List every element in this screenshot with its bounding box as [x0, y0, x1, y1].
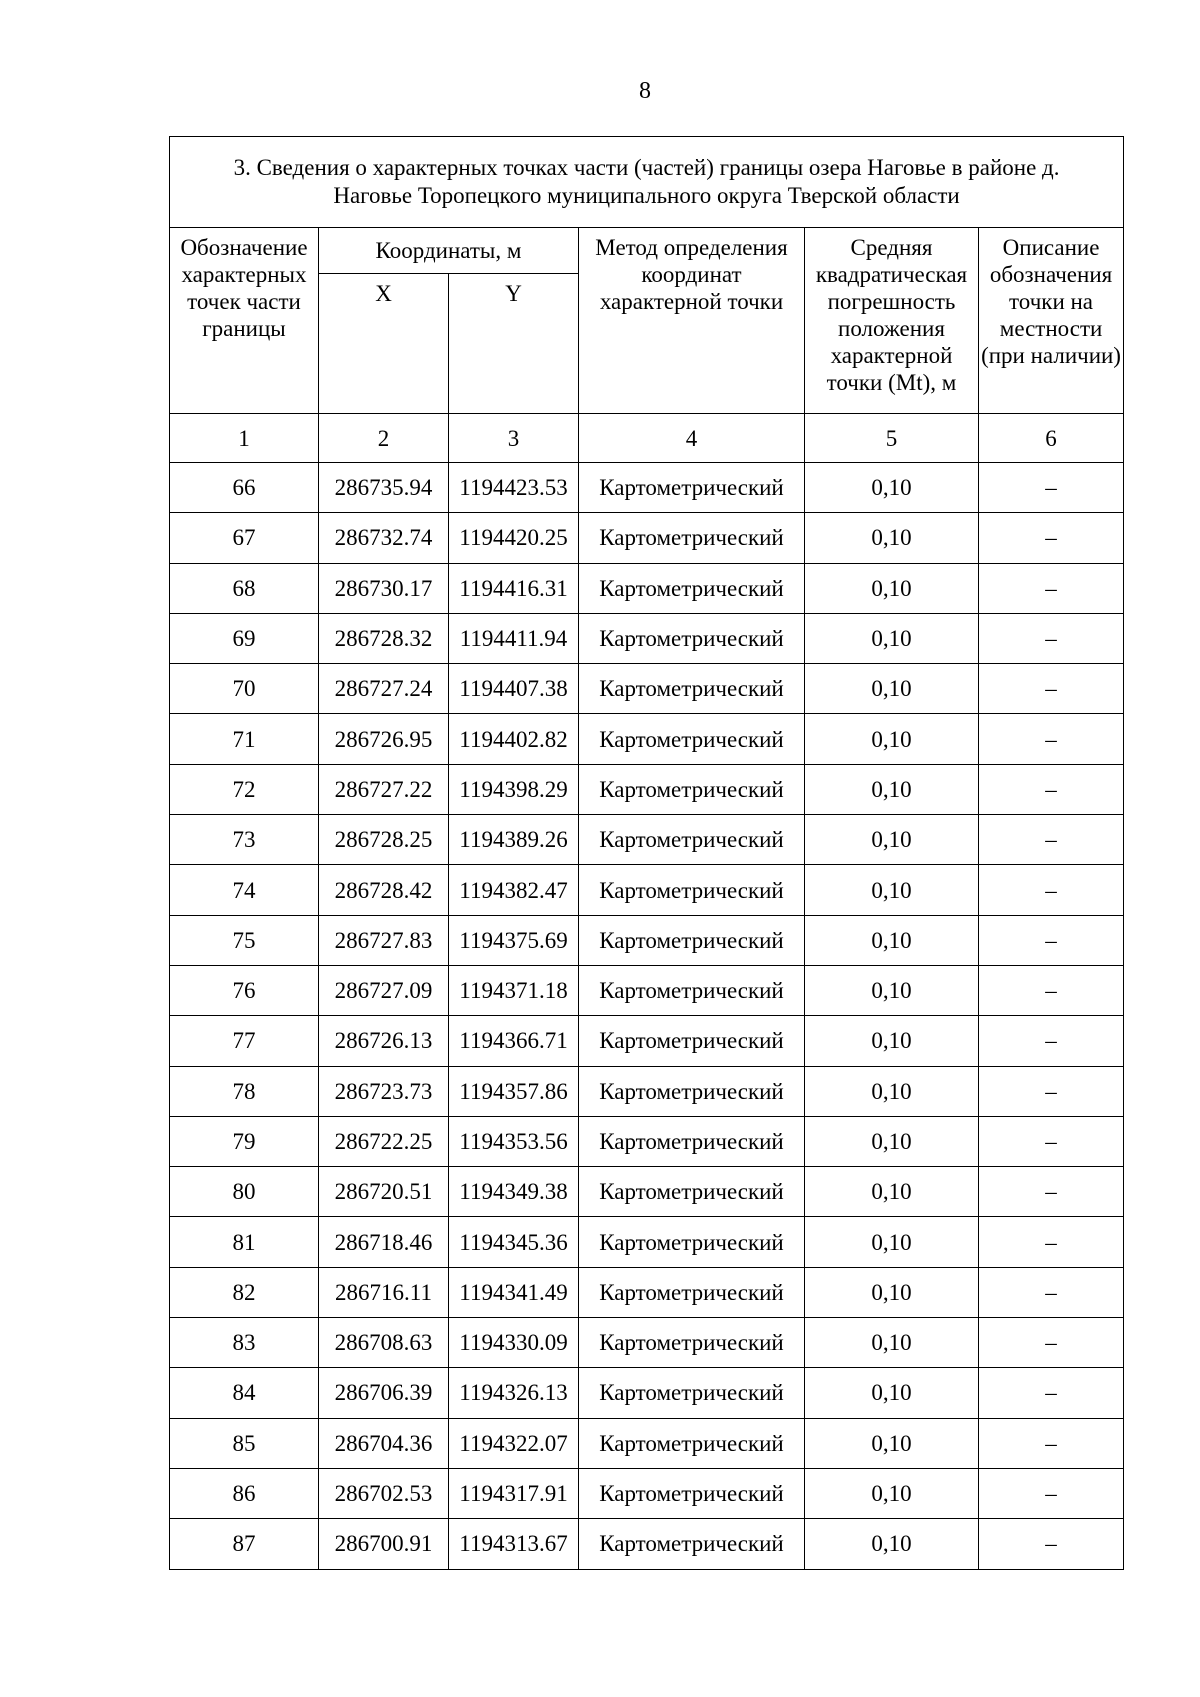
description-cell: –: [979, 815, 1124, 865]
error-cell: 0,10: [805, 563, 979, 613]
y-coordinate-cell: 1194382.47: [449, 865, 579, 915]
column-number: 2: [319, 414, 449, 463]
x-coordinate-cell: 286704.36: [319, 1418, 449, 1468]
description-cell: –: [979, 513, 1124, 563]
y-coordinate-cell: 1194423.53: [449, 463, 579, 513]
description-cell: –: [979, 463, 1124, 513]
description-cell: –: [979, 915, 1124, 965]
header-x: X: [319, 274, 449, 414]
y-coordinate-cell: 1194317.91: [449, 1468, 579, 1518]
description-cell: –: [979, 613, 1124, 663]
table-row: [170, 664, 1124, 714]
table-row: [170, 1217, 1124, 1267]
x-coordinate-cell: 286708.63: [319, 1318, 449, 1368]
error-cell: 0,10: [805, 1418, 979, 1468]
y-coordinate-cell: 1194330.09: [449, 1318, 579, 1368]
table-row: [170, 463, 1124, 513]
table-row: [170, 1116, 1124, 1166]
method-cell: Картометрический: [579, 1167, 805, 1217]
point-number-cell: 74: [170, 865, 319, 915]
column-number: 4: [579, 414, 805, 463]
table-row: [170, 1368, 1124, 1418]
method-cell: Картометрический: [579, 815, 805, 865]
error-cell: 0,10: [805, 1318, 979, 1368]
table-title: 3. Сведения о характерных точках части (частей) границы озера Наговье в районе д. Наговье Торопецкого муниципального округа Тверской области: [170, 137, 1124, 228]
header-method: Метод определения координат характерной точки: [579, 228, 805, 414]
error-cell: 0,10: [805, 1016, 979, 1066]
method-cell: Картометрический: [579, 915, 805, 965]
point-number-cell: 75: [170, 915, 319, 965]
method-cell: Картометрический: [579, 865, 805, 915]
method-cell: Картометрический: [579, 1368, 805, 1418]
error-cell: 0,10: [805, 714, 979, 764]
error-cell: 0,10: [805, 613, 979, 663]
point-number-cell: 71: [170, 714, 319, 764]
point-number-cell: 85: [170, 1418, 319, 1468]
table-row: [170, 1066, 1124, 1116]
description-cell: –: [979, 664, 1124, 714]
header-error: Средняя квадратическая погрешность положения характерной точки (Mt), м: [805, 228, 979, 414]
x-coordinate-cell: 286723.73: [319, 1066, 449, 1116]
method-cell: Картометрический: [579, 1519, 805, 1569]
description-cell: –: [979, 764, 1124, 814]
x-coordinate-cell: 286730.17: [319, 563, 449, 613]
column-number: 6: [979, 414, 1124, 463]
method-cell: Картометрический: [579, 613, 805, 663]
error-cell: 0,10: [805, 1519, 979, 1569]
table-row: [170, 1267, 1124, 1317]
point-number-cell: 80: [170, 1167, 319, 1217]
method-cell: Картометрический: [579, 664, 805, 714]
y-coordinate-cell: 1194366.71: [449, 1016, 579, 1066]
description-cell: –: [979, 1418, 1124, 1468]
method-cell: Картометрический: [579, 1418, 805, 1468]
table-row: [170, 1016, 1124, 1066]
y-coordinate-cell: 1194313.67: [449, 1519, 579, 1569]
method-cell: Картометрический: [579, 1217, 805, 1267]
error-cell: 0,10: [805, 865, 979, 915]
error-cell: 0,10: [805, 1267, 979, 1317]
description-cell: –: [979, 1318, 1124, 1368]
y-coordinate-cell: 1194398.29: [449, 764, 579, 814]
point-number-cell: 81: [170, 1217, 319, 1267]
error-cell: 0,10: [805, 1368, 979, 1418]
method-cell: Картометрический: [579, 1016, 805, 1066]
table-body: [170, 463, 1124, 1570]
table-row: [170, 714, 1124, 764]
y-coordinate-cell: 1194341.49: [449, 1267, 579, 1317]
x-coordinate-cell: 286720.51: [319, 1167, 449, 1217]
error-cell: 0,10: [805, 815, 979, 865]
point-number-cell: 86: [170, 1468, 319, 1518]
error-cell: 0,10: [805, 1217, 979, 1267]
point-number-cell: 77: [170, 1016, 319, 1066]
x-coordinate-cell: 286718.46: [319, 1217, 449, 1267]
description-cell: –: [979, 563, 1124, 613]
x-coordinate-cell: 286727.22: [319, 764, 449, 814]
description-cell: –: [979, 1519, 1124, 1569]
table-row: [170, 764, 1124, 814]
method-cell: Картометрический: [579, 1066, 805, 1116]
error-cell: 0,10: [805, 764, 979, 814]
boundary-points-table: [169, 136, 1124, 1570]
point-number-cell: 67: [170, 513, 319, 563]
y-coordinate-cell: 1194371.18: [449, 965, 579, 1015]
error-cell: 0,10: [805, 1167, 979, 1217]
description-cell: –: [979, 1066, 1124, 1116]
description-cell: –: [979, 714, 1124, 764]
description-cell: –: [979, 1167, 1124, 1217]
error-cell: 0,10: [805, 965, 979, 1015]
method-cell: Картометрический: [579, 965, 805, 1015]
point-number-cell: 79: [170, 1116, 319, 1166]
y-coordinate-cell: 1194389.26: [449, 815, 579, 865]
header-coordinates: Координаты, м: [319, 228, 579, 274]
x-coordinate-cell: 286722.25: [319, 1116, 449, 1166]
point-number-cell: 69: [170, 613, 319, 663]
y-coordinate-cell: 1194375.69: [449, 915, 579, 965]
x-coordinate-cell: 286728.32: [319, 613, 449, 663]
table-row: [170, 865, 1124, 915]
point-number-cell: 83: [170, 1318, 319, 1368]
point-number-cell: 84: [170, 1368, 319, 1418]
point-number-cell: 66: [170, 463, 319, 513]
x-coordinate-cell: 286728.42: [319, 865, 449, 915]
table-row: [170, 965, 1124, 1015]
y-coordinate-cell: 1194402.82: [449, 714, 579, 764]
x-coordinate-cell: 286732.74: [319, 513, 449, 563]
y-coordinate-cell: 1194416.31: [449, 563, 579, 613]
method-cell: Картометрический: [579, 513, 805, 563]
table-row: [170, 563, 1124, 613]
description-cell: –: [979, 865, 1124, 915]
table-row: [170, 1519, 1124, 1569]
point-number-cell: 70: [170, 664, 319, 714]
x-coordinate-cell: 286726.95: [319, 714, 449, 764]
y-coordinate-cell: 1194326.13: [449, 1368, 579, 1418]
method-cell: Картометрический: [579, 714, 805, 764]
y-coordinate-cell: 1194420.25: [449, 513, 579, 563]
y-coordinate-cell: 1194407.38: [449, 664, 579, 714]
column-number: 1: [170, 414, 319, 463]
header-description: Описание обозначения точки на местности (при наличии): [979, 228, 1124, 414]
error-cell: 0,10: [805, 1116, 979, 1166]
point-number-cell: 76: [170, 965, 319, 1015]
point-number-cell: 68: [170, 563, 319, 613]
error-cell: 0,10: [805, 1066, 979, 1116]
y-coordinate-cell: 1194345.36: [449, 1217, 579, 1267]
x-coordinate-cell: 286706.39: [319, 1368, 449, 1418]
column-number: 5: [805, 414, 979, 463]
x-coordinate-cell: 286735.94: [319, 463, 449, 513]
point-number-cell: 72: [170, 764, 319, 814]
description-cell: –: [979, 1267, 1124, 1317]
x-coordinate-cell: 286728.25: [319, 815, 449, 865]
description-cell: –: [979, 965, 1124, 1015]
point-number-cell: 87: [170, 1519, 319, 1569]
description-cell: –: [979, 1368, 1124, 1418]
column-numbers-row: [170, 414, 1124, 463]
table-row: [170, 1468, 1124, 1518]
description-cell: –: [979, 1217, 1124, 1267]
x-coordinate-cell: 286726.13: [319, 1016, 449, 1066]
table-row: [170, 1167, 1124, 1217]
y-coordinate-cell: 1194322.07: [449, 1418, 579, 1468]
table-row: [170, 613, 1124, 663]
error-cell: 0,10: [805, 664, 979, 714]
method-cell: Картометрический: [579, 1318, 805, 1368]
y-coordinate-cell: 1194349.38: [449, 1167, 579, 1217]
table-row: [170, 815, 1124, 865]
method-cell: Картометрический: [579, 463, 805, 513]
point-number-cell: 82: [170, 1267, 319, 1317]
error-cell: 0,10: [805, 463, 979, 513]
error-cell: 0,10: [805, 513, 979, 563]
x-coordinate-cell: 286727.09: [319, 965, 449, 1015]
method-cell: Картометрический: [579, 563, 805, 613]
point-number-cell: 78: [170, 1066, 319, 1116]
x-coordinate-cell: 286700.91: [319, 1519, 449, 1569]
description-cell: –: [979, 1116, 1124, 1166]
x-coordinate-cell: 286727.24: [319, 664, 449, 714]
y-coordinate-cell: 1194353.56: [449, 1116, 579, 1166]
x-coordinate-cell: 286702.53: [319, 1468, 449, 1518]
error-cell: 0,10: [805, 915, 979, 965]
table-row: [170, 1318, 1124, 1368]
method-cell: Картометрический: [579, 1116, 805, 1166]
error-cell: 0,10: [805, 1468, 979, 1518]
point-number-cell: 73: [170, 815, 319, 865]
header-y: Y: [449, 274, 579, 414]
column-number: 3: [449, 414, 579, 463]
description-cell: –: [979, 1468, 1124, 1518]
x-coordinate-cell: 286716.11: [319, 1267, 449, 1317]
table-row: [170, 513, 1124, 563]
table-row: [170, 915, 1124, 965]
y-coordinate-cell: 1194357.86: [449, 1066, 579, 1116]
method-cell: Картометрический: [579, 1267, 805, 1317]
page-number: 8: [639, 78, 651, 104]
header-point-designation: Обозначение характерных точек части границы: [170, 228, 319, 414]
x-coordinate-cell: 286727.83: [319, 915, 449, 965]
method-cell: Картометрический: [579, 764, 805, 814]
method-cell: Картометрический: [579, 1468, 805, 1518]
description-cell: –: [979, 1016, 1124, 1066]
table-row: [170, 1418, 1124, 1468]
y-coordinate-cell: 1194411.94: [449, 613, 579, 663]
